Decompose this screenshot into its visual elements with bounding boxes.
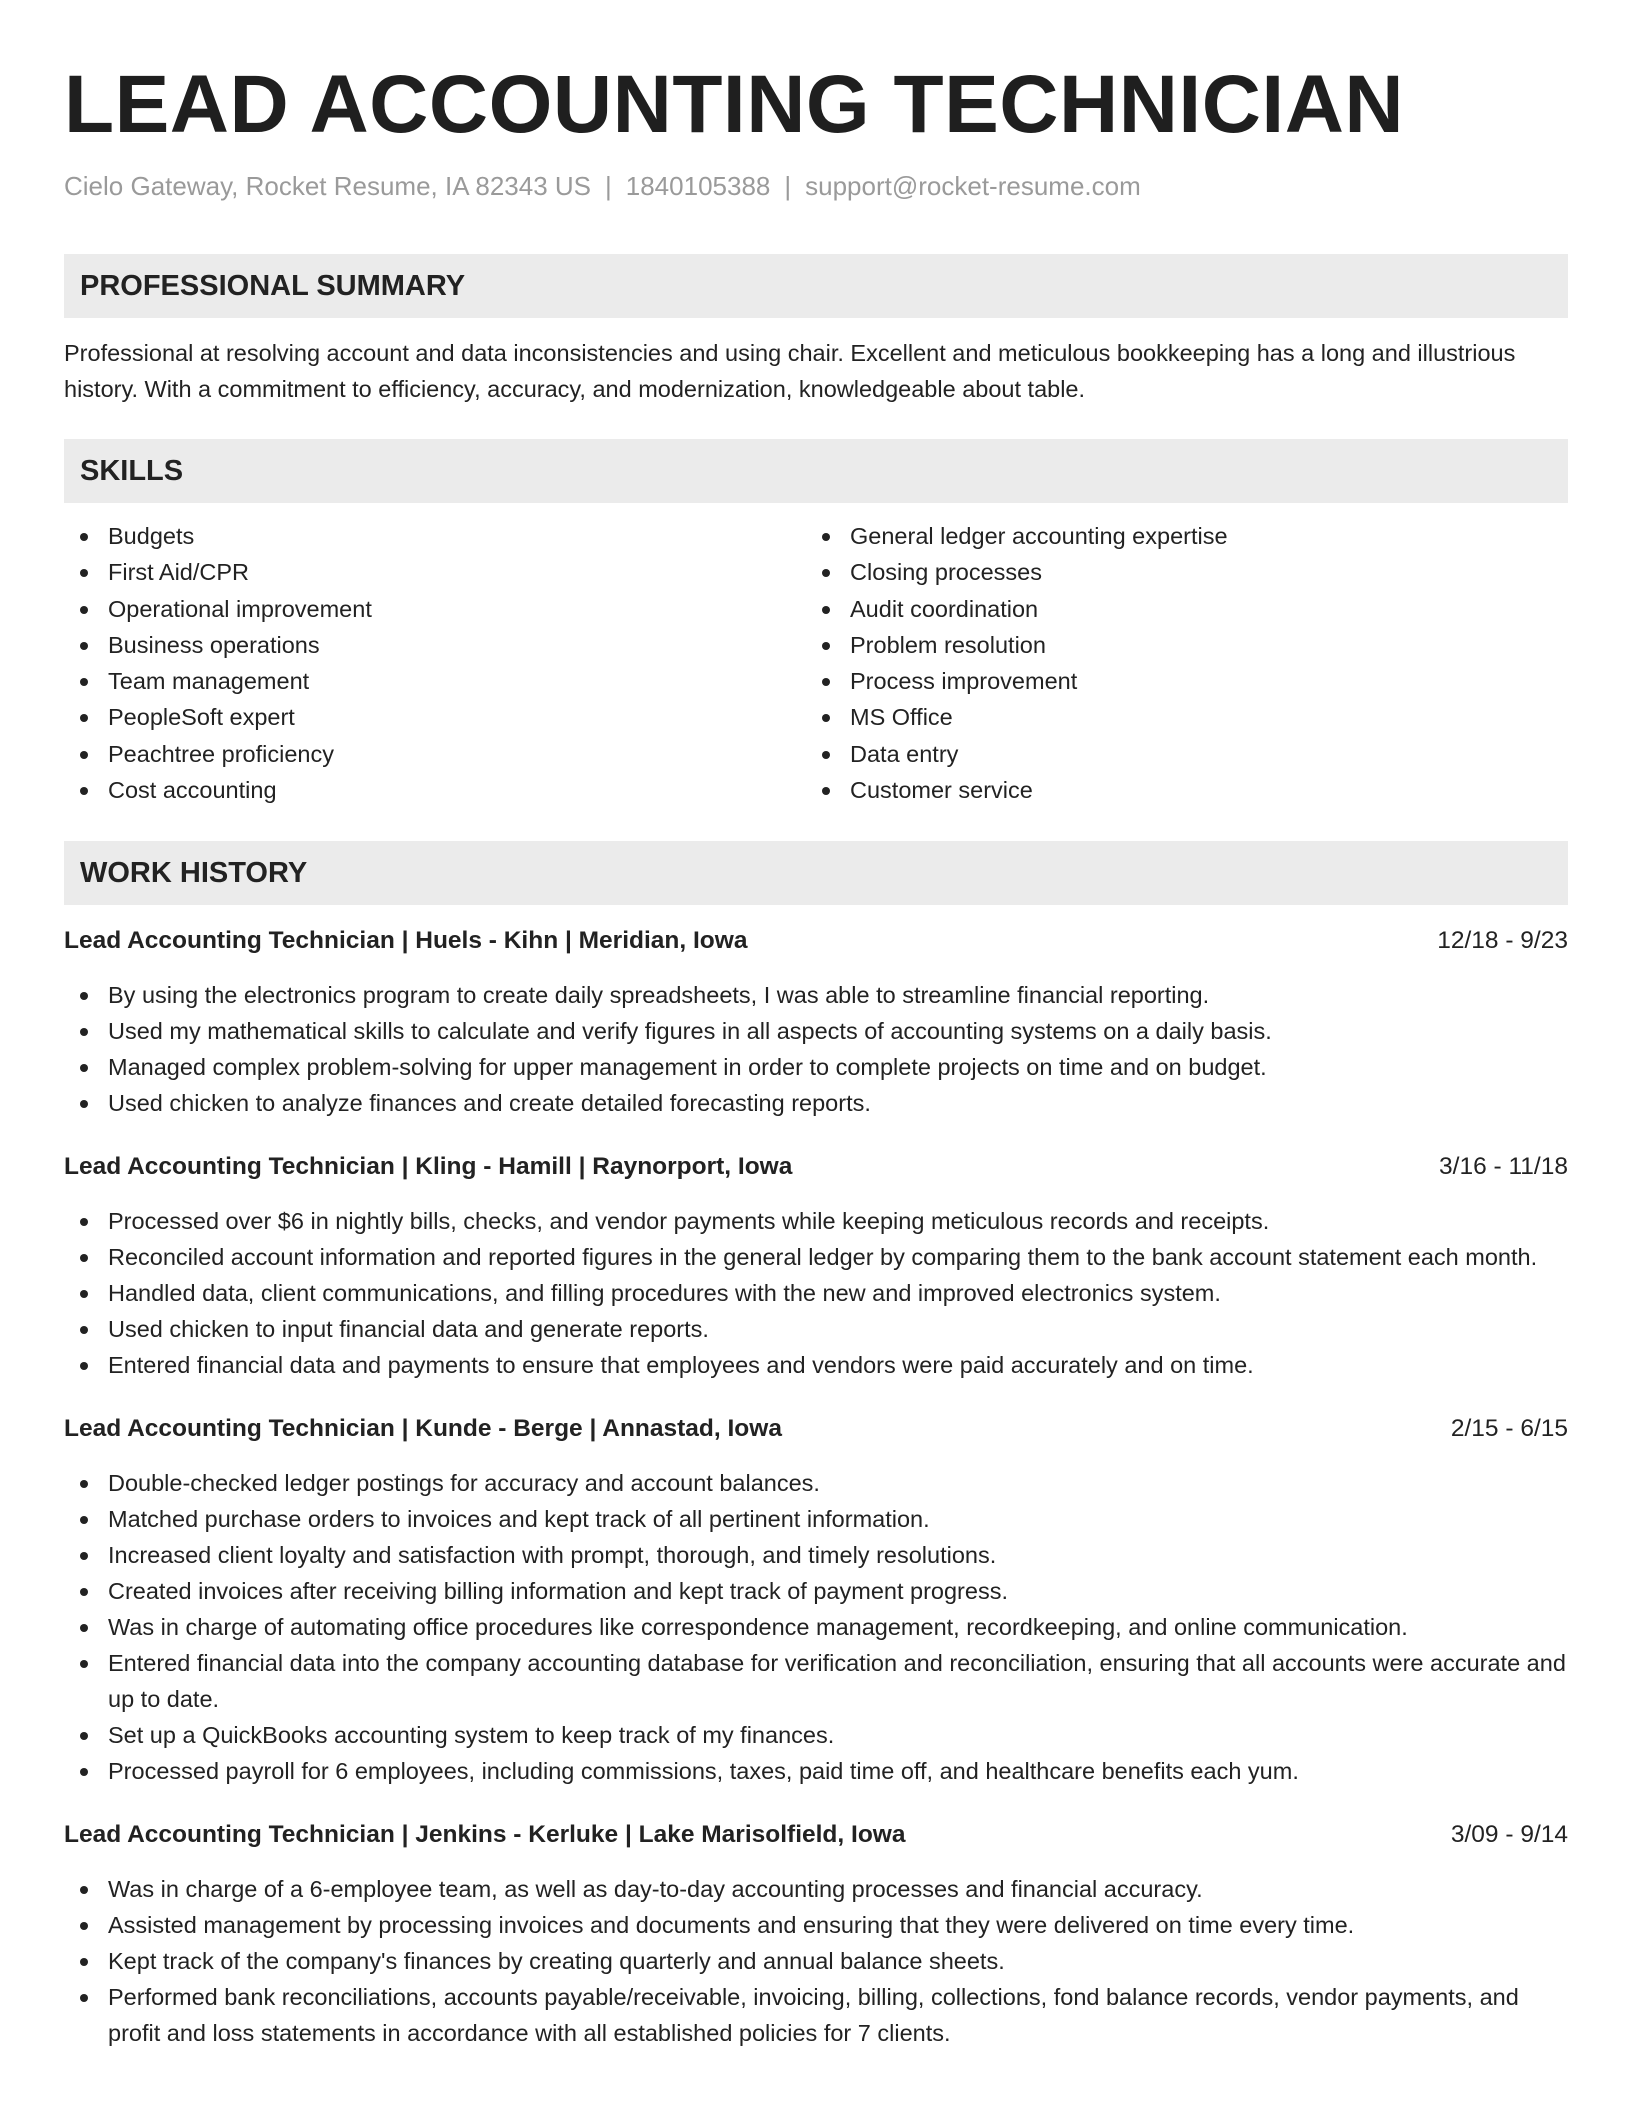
skill-item: Peachtree proficiency bbox=[64, 736, 806, 772]
skill-item: MS Office bbox=[806, 699, 1548, 735]
job-bullet: Entered financial data into the company accounting database for verification and reconciliation, ensuring that all accounts were accurate and up to date. bbox=[64, 1645, 1568, 1717]
job-bullet: Used chicken to analyze finances and create detailed forecasting reports. bbox=[64, 1085, 1568, 1121]
job-entry bbox=[64, 1817, 1568, 2051]
job-header bbox=[64, 1411, 1568, 1447]
job-bullet: Processed payroll for 6 employees, including commissions, taxes, paid time off, and healthcare benefits each yum. bbox=[64, 1753, 1568, 1789]
job-bullet: Handled data, client communications, and filling procedures with the new and improved electronics system. bbox=[64, 1275, 1568, 1311]
section-header-skills: SKILLS bbox=[64, 439, 1568, 503]
job-bullet: Managed complex problem-solving for upper management in order to complete projects on time and on budget. bbox=[64, 1049, 1568, 1085]
job-dates: 3/09 - 9/14 bbox=[1450, 1821, 1568, 1849]
job-title: Lead Accounting Technician | Kling - Hamill | Raynorport, Iowa bbox=[64, 1153, 793, 1181]
job-bullet: Was in charge of automating office procedures like correspondence management, recordkeeping, and online communication. bbox=[64, 1609, 1568, 1645]
skill-item: Audit coordination bbox=[806, 591, 1548, 627]
job-dates: 2/15 - 6/15 bbox=[1450, 1415, 1568, 1443]
skill-item: General ledger accounting expertise bbox=[806, 518, 1548, 554]
resume-name: LEAD ACCOUNTING TECHNICIAN bbox=[64, 59, 1405, 150]
contact-address: Cielo Gateway, Rocket Resume, IA 82343 US bbox=[64, 171, 591, 201]
skill-item: Business operations bbox=[64, 627, 806, 663]
job-bullets bbox=[64, 977, 1568, 1121]
skill-item: Process improvement bbox=[806, 663, 1548, 699]
job-bullet: Was in charge of a 6-employee team, as well as day-to-day accounting processes and financial accuracy. bbox=[64, 1871, 1568, 1907]
contact-line bbox=[64, 168, 1568, 204]
job-title: Lead Accounting Technician | Huels - Kihn | Meridian, Iowa bbox=[64, 927, 748, 955]
skills-column-right bbox=[806, 518, 1548, 808]
summary-text: Professional at resolving account and data inconsistencies and using chair. Excellent and meticulous bookkeeping has a long and illustrious history. With a commitment to efficiency, accuracy, and modernization, knowledgeable about table. bbox=[64, 340, 1516, 402]
skill-item: First Aid/CPR bbox=[64, 554, 806, 590]
skill-item: Cost accounting bbox=[64, 772, 806, 808]
job-header bbox=[64, 1817, 1568, 1853]
job-entry bbox=[64, 1149, 1568, 1383]
section-header-work-history: WORK HISTORY bbox=[64, 841, 1568, 905]
job-header bbox=[64, 1149, 1568, 1185]
job-bullet: Used chicken to input financial data and generate reports. bbox=[64, 1311, 1568, 1347]
job-dates: 3/16 - 11/18 bbox=[1439, 1153, 1568, 1181]
job-bullet: Assisted management by processing invoices and documents and ensuring that they were delivered on time every time. bbox=[64, 1907, 1568, 1943]
skill-item: Data entry bbox=[806, 736, 1548, 772]
contact-email: support@rocket-resume.com bbox=[805, 171, 1141, 201]
skill-item: PeopleSoft expert bbox=[64, 699, 806, 735]
job-bullet: Created invoices after receiving billing information and kept track of payment progress. bbox=[64, 1573, 1568, 1609]
job-bullet: Reconciled account information and reported figures in the general ledger by comparing them to the bank account statement each month. bbox=[64, 1239, 1568, 1275]
section-header-summary: PROFESSIONAL SUMMARY bbox=[64, 254, 1568, 318]
skill-item: Budgets bbox=[64, 518, 806, 554]
skills-column-left bbox=[64, 518, 806, 808]
job-bullets bbox=[64, 1871, 1568, 2051]
job-title: Lead Accounting Technician | Jenkins - Kerluke | Lake Marisolfield, Iowa bbox=[64, 1821, 906, 1849]
job-bullet: Entered financial data and payments to ensure that employees and vendors were paid accurately and on time. bbox=[64, 1347, 1568, 1383]
job-header bbox=[64, 923, 1568, 959]
job-bullets bbox=[64, 1465, 1568, 1789]
job-bullet: Used my mathematical skills to calculate and verify figures in all aspects of accounting systems on a daily basis. bbox=[64, 1013, 1568, 1049]
job-bullet: Increased client loyalty and satisfaction with prompt, thorough, and timely resolutions. bbox=[64, 1537, 1568, 1573]
job-bullet: Processed over $6 in nightly bills, checks, and vendor payments while keeping meticulous records and receipts. bbox=[64, 1203, 1568, 1239]
skill-item: Problem resolution bbox=[806, 627, 1548, 663]
skill-item: Team management bbox=[64, 663, 806, 699]
skill-item: Closing processes bbox=[806, 554, 1548, 590]
job-bullet: Matched purchase orders to invoices and kept track of all pertinent information. bbox=[64, 1501, 1568, 1537]
contact-separator: | bbox=[605, 171, 612, 201]
job-entry bbox=[64, 1411, 1568, 1789]
job-title: Lead Accounting Technician | Kunde - Berge | Annastad, Iowa bbox=[64, 1415, 782, 1443]
job-dates: 12/18 - 9/23 bbox=[1437, 927, 1568, 955]
job-bullet: Double-checked ledger postings for accuracy and account balances. bbox=[64, 1465, 1568, 1501]
contact-separator: | bbox=[784, 171, 792, 201]
job-bullet: By using the electronics program to create daily spreadsheets, I was able to streamline financial reporting. bbox=[64, 977, 1568, 1013]
contact-phone: 1840105388 bbox=[625, 171, 771, 201]
job-bullets bbox=[64, 1203, 1568, 1383]
job-entry bbox=[64, 923, 1568, 1121]
skills-list bbox=[64, 518, 1568, 808]
skill-item: Customer service bbox=[806, 772, 1548, 808]
skill-item: Operational improvement bbox=[64, 591, 806, 627]
job-bullet: Set up a QuickBooks accounting system to keep track of my finances. bbox=[64, 1717, 1568, 1753]
job-bullet: Performed bank reconciliations, accounts payable/receivable, invoicing, billing, collections, fond balance records, vendor payments, and profit and loss statements in accordance with all established policies for 7 clients. bbox=[64, 1979, 1568, 2051]
job-bullet: Kept track of the company's finances by creating quarterly and annual balance sheets. bbox=[64, 1943, 1568, 1979]
